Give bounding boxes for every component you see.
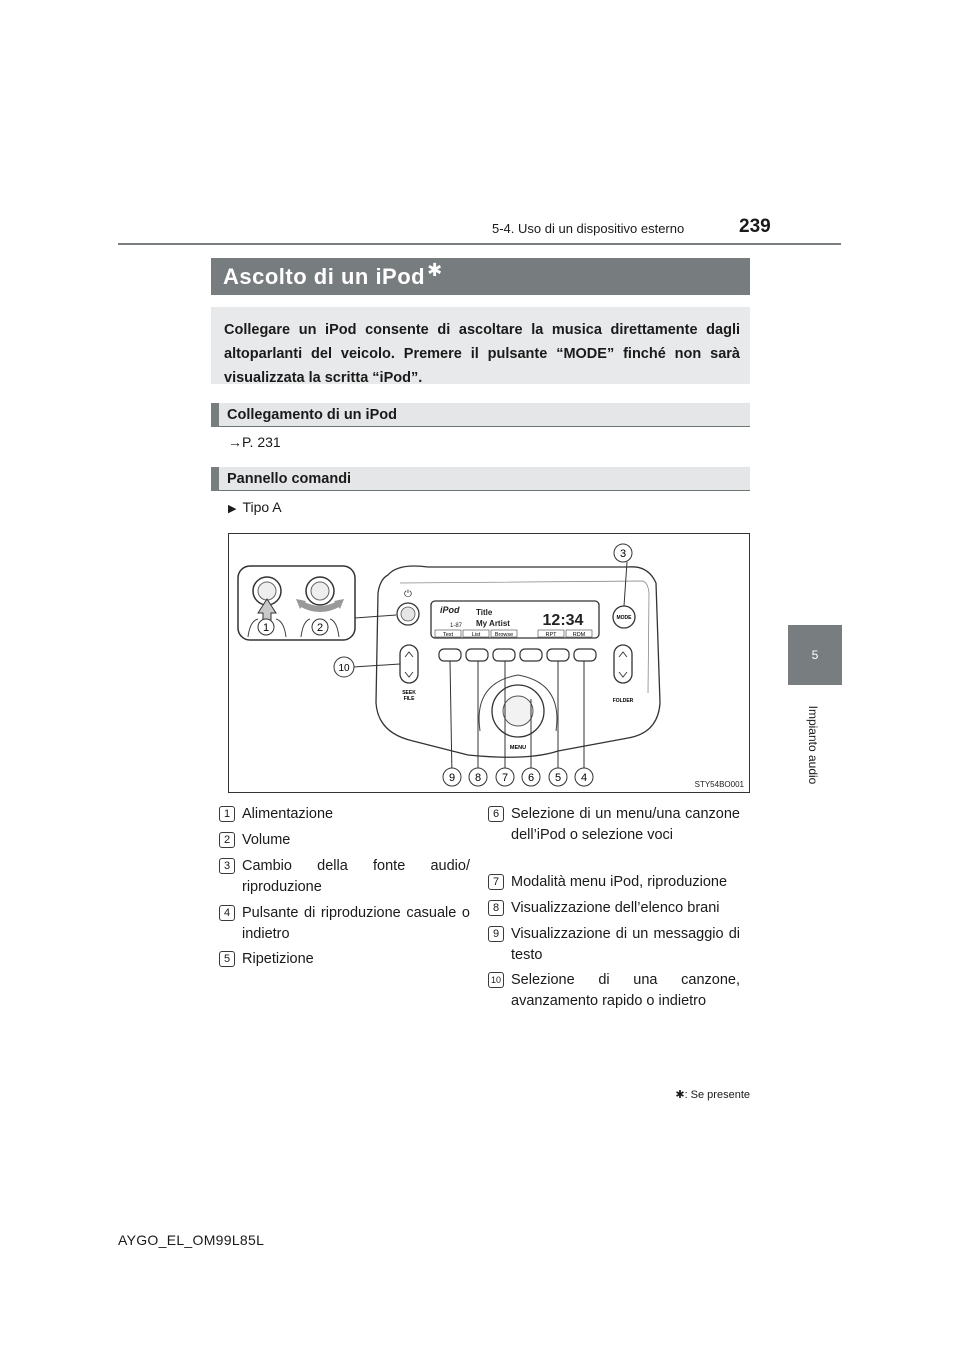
legend-item: Modalità menu iPod, riproduzione	[511, 874, 728, 890]
display-artist: My Artist	[476, 619, 510, 628]
callout-label: 3	[619, 548, 627, 560]
legend-number: 7	[488, 874, 504, 890]
seek-label: SEEK	[402, 690, 416, 696]
legend-number: 6	[488, 806, 504, 822]
callout-label: 8	[474, 772, 482, 784]
display-clock: 12:34	[542, 612, 584, 629]
power-icon: ⏻	[404, 589, 412, 600]
section-title: Ascolto di un iPod	[223, 263, 426, 289]
folder-label: FOLDER	[612, 698, 634, 704]
display-track: 1-87	[450, 623, 463, 629]
triangle-bullet-icon: ▶	[228, 503, 237, 515]
page-number: 239	[739, 216, 771, 237]
callout-label: 1	[262, 622, 270, 634]
type-text: Tipo A	[242, 499, 282, 515]
callout-label: 4	[580, 772, 588, 784]
legend-number: 2	[219, 832, 235, 848]
callout-label: 2	[316, 622, 324, 634]
file-label: FILE	[403, 696, 415, 702]
subhead-pannello	[211, 467, 750, 491]
chapter-number: 5	[811, 648, 819, 662]
legend-item: Visualizzazione dell’elenco brani	[511, 900, 720, 916]
subhead-marker	[211, 403, 219, 427]
footnote-text: : Se presente	[684, 1089, 750, 1101]
legend-item: Visualizzazione di un messaggio di testo	[511, 926, 740, 963]
subhead-label: Pannello comandi	[227, 470, 352, 487]
legend-number: 4	[219, 905, 235, 921]
legend-number: 10	[488, 972, 504, 988]
mode-label: MODE	[616, 615, 632, 621]
asterisk-icon: ✱	[675, 1089, 685, 1101]
chapter-tab	[788, 625, 842, 685]
legend-number: 9	[488, 926, 504, 942]
callout-label: 10	[338, 663, 350, 674]
subhead-label: Collegamento di un iPod	[227, 406, 397, 423]
legend-item: Cambio della fonte audio/ riproduzione	[242, 858, 470, 895]
display-source: iPod	[440, 605, 460, 615]
footnote	[575, 1088, 750, 1101]
legend-item: Pulsante di riproduzione casuale o indietro	[242, 905, 470, 942]
legend-number: 3	[219, 858, 235, 874]
softkey-label: RPT	[545, 632, 557, 638]
header-rule	[118, 243, 841, 245]
chapter-title: Impianto audio	[806, 705, 820, 785]
softkey-label: Text	[442, 632, 454, 638]
legend-item: Volume	[242, 832, 291, 848]
figure-code: STY54BO001	[694, 780, 744, 789]
document-code: AYGO_EL_OM99L85L	[118, 1232, 265, 1248]
callout-label: 5	[554, 772, 562, 784]
asterisk-icon: ✱	[427, 260, 443, 280]
menu-label: MENU	[509, 745, 527, 751]
section-title-bar	[211, 258, 750, 295]
display-softkeys	[435, 630, 592, 638]
legend-item: Selezione di un menu/una canzone dell’iPod o selezione voci	[511, 806, 740, 843]
control-panel-figure	[228, 533, 750, 793]
callout-label: 6	[527, 772, 535, 784]
intro-box: Collegare un iPod consente di ascoltare la musica direttamente dagli altoparlanti del veicolo. Premere il pulsante “MODE” finché non sarà visualizzata la scritta “iPod”.	[211, 307, 750, 384]
legend-item: Alimentazione	[242, 806, 334, 822]
softkey-label: RDM	[572, 632, 586, 638]
legend-number: 5	[219, 951, 235, 967]
type-label	[228, 499, 282, 515]
legend-number: 8	[488, 900, 504, 916]
legend-number: 1	[219, 806, 235, 822]
page-reference: →P. 231	[228, 434, 281, 450]
callout-label: 9	[448, 772, 456, 784]
legend-item: Selezione di una canzone, avanzamento rapido o indietro	[511, 972, 740, 1009]
callout-label: 7	[501, 772, 509, 784]
subhead-collegamento	[211, 403, 750, 427]
display-title: Title	[476, 608, 493, 617]
legend-item: Ripetizione	[242, 951, 314, 967]
chapter-title-vertical	[783, 700, 843, 790]
subhead-marker	[211, 467, 219, 491]
softkey-label: List	[471, 632, 481, 638]
running-head: 5-4. Uso di un dispositivo esterno	[492, 221, 685, 236]
softkey-label: Browse	[494, 632, 514, 638]
